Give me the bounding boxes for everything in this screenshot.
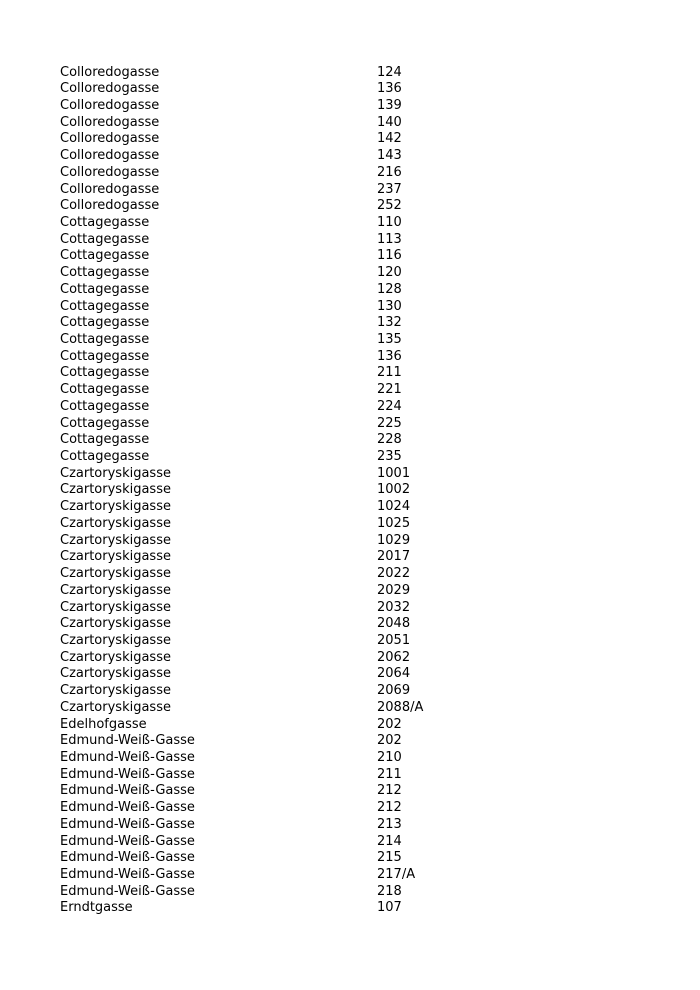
- street-name: Czartoryskigasse: [60, 683, 171, 699]
- street-name: Colloredogasse: [60, 131, 160, 147]
- list-item: [60, 900, 480, 917]
- street-name: Cottagegasse: [60, 348, 150, 364]
- list-item: [60, 783, 480, 800]
- house-number: 1029: [377, 532, 411, 548]
- house-number: 143: [377, 148, 402, 164]
- street-name: Czartoryskigasse: [60, 515, 171, 531]
- list-item: [60, 349, 480, 366]
- list-item: [60, 549, 480, 566]
- street-name: Cottagegasse: [60, 415, 150, 431]
- street-name: Cottagegasse: [60, 214, 150, 230]
- house-number: 217/A: [377, 867, 416, 882]
- list-item: [60, 834, 480, 851]
- street-name: Colloredogasse: [60, 148, 160, 164]
- list-item: [60, 717, 480, 734]
- house-number: 202: [377, 733, 402, 749]
- street-name: Edmund-Weiß-Gasse: [60, 749, 195, 765]
- street-name: Cottagegasse: [60, 449, 150, 465]
- list-item: [60, 482, 480, 499]
- street-name: Edmund-Weiß-Gasse: [60, 833, 195, 849]
- house-number: 202: [377, 716, 402, 732]
- house-number: 2029: [377, 582, 411, 598]
- house-number: 124: [377, 64, 402, 80]
- list-item: [60, 750, 480, 767]
- house-number: 116: [377, 248, 402, 264]
- house-number: 2017: [377, 549, 411, 565]
- street-name: Colloredogasse: [60, 114, 160, 130]
- street-name: Cottagegasse: [60, 265, 150, 281]
- street-name: Cottagegasse: [60, 315, 150, 331]
- house-number: 140: [377, 114, 402, 130]
- house-number: 216: [377, 164, 402, 180]
- list-item: [60, 248, 480, 265]
- street-name: Cottagegasse: [60, 298, 150, 314]
- house-number: 132: [377, 315, 402, 331]
- list-item: [60, 616, 480, 633]
- house-number: 107: [377, 900, 402, 916]
- street-name: Czartoryskigasse: [60, 632, 171, 648]
- house-number: 252: [377, 198, 402, 214]
- house-number: 212: [377, 800, 402, 816]
- house-number: 142: [377, 131, 402, 147]
- house-number: 110: [377, 214, 402, 230]
- list-item: [60, 683, 480, 700]
- list-item: [60, 817, 480, 834]
- list-item: [60, 332, 480, 349]
- list-item: [60, 867, 480, 884]
- street-name: Czartoryskigasse: [60, 566, 171, 582]
- list-item: [60, 800, 480, 817]
- street-name: Edmund-Weiß-Gasse: [60, 766, 195, 782]
- street-name: Cottagegasse: [60, 398, 150, 414]
- street-name: Edmund-Weiß-Gasse: [60, 733, 195, 749]
- list-item: [60, 365, 480, 382]
- street-name: Cottagegasse: [60, 281, 150, 297]
- list-item: [60, 182, 480, 199]
- list-item: [60, 516, 480, 533]
- house-number: 1025: [377, 515, 411, 531]
- street-name: Czartoryskigasse: [60, 649, 171, 665]
- house-number: 2032: [377, 599, 411, 615]
- house-number: 211: [377, 365, 402, 381]
- house-number: 1001: [377, 465, 411, 481]
- street-name: Czartoryskigasse: [60, 599, 171, 615]
- street-name: Edmund-Weiß-Gasse: [60, 850, 195, 866]
- house-number: 128: [377, 281, 402, 297]
- street-name: Cottagegasse: [60, 365, 150, 381]
- street-name: Colloredogasse: [60, 97, 160, 113]
- house-number: 235: [377, 449, 402, 465]
- street-name: Czartoryskigasse: [60, 482, 171, 498]
- list-item: [60, 733, 480, 750]
- house-number: 214: [377, 833, 402, 849]
- list-item: [60, 533, 480, 550]
- list-item: [60, 633, 480, 650]
- street-name: Czartoryskigasse: [60, 549, 171, 565]
- house-number: 2064: [377, 666, 411, 682]
- list-item: [60, 566, 480, 583]
- street-name: Colloredogasse: [60, 181, 160, 197]
- list-item: [60, 98, 480, 115]
- house-number: 1002: [377, 482, 411, 498]
- street-name: Cottagegasse: [60, 231, 150, 247]
- house-number: 130: [377, 298, 402, 314]
- house-number: 213: [377, 816, 402, 832]
- house-number: 211: [377, 766, 402, 782]
- list-item: [60, 449, 480, 466]
- list-item: [60, 165, 480, 182]
- house-number: 210: [377, 749, 402, 765]
- house-number: 135: [377, 332, 402, 347]
- list-item: [60, 282, 480, 299]
- list-item: [60, 399, 480, 416]
- street-name: Cottagegasse: [60, 248, 150, 264]
- street-name: Edmund-Weiß-Gasse: [60, 883, 195, 899]
- house-number: 2022: [377, 566, 411, 582]
- street-name: Colloredogasse: [60, 198, 160, 214]
- house-number: 225: [377, 415, 402, 431]
- list-item: [60, 767, 480, 784]
- house-number: 221: [377, 382, 402, 398]
- house-number: 2088/A: [377, 699, 424, 715]
- house-number: 2069: [377, 683, 411, 699]
- house-number: 1024: [377, 499, 411, 515]
- street-name: Czartoryskigasse: [60, 699, 171, 715]
- house-number: 136: [377, 81, 402, 97]
- list-item: [60, 416, 480, 433]
- list-item: [60, 131, 480, 148]
- list-item: [60, 499, 480, 516]
- address-list: [60, 65, 480, 918]
- house-number: 2051: [377, 632, 411, 648]
- house-number: 2062: [377, 649, 411, 665]
- street-name: Cottagegasse: [60, 382, 150, 398]
- list-item: [60, 148, 480, 165]
- list-item: [60, 650, 480, 667]
- list-item: [60, 265, 480, 282]
- street-name: Colloredogasse: [60, 164, 160, 180]
- street-name: Czartoryskigasse: [60, 465, 171, 481]
- list-item: [60, 466, 480, 483]
- street-name: Czartoryskigasse: [60, 499, 171, 515]
- street-name: Czartoryskigasse: [60, 616, 171, 632]
- street-name: Erndtgasse: [60, 900, 133, 916]
- list-item: [60, 315, 480, 332]
- list-item: [60, 700, 480, 717]
- street-name: Edmund-Weiß-Gasse: [60, 816, 195, 832]
- street-name: Cottagegasse: [60, 432, 150, 448]
- list-item: [60, 65, 480, 82]
- house-number: 2048: [377, 616, 411, 632]
- street-name: Colloredogasse: [60, 81, 160, 97]
- list-item: [60, 600, 480, 617]
- list-item: [60, 299, 480, 316]
- list-item: [60, 850, 480, 867]
- street-name: Czartoryskigasse: [60, 532, 171, 548]
- list-item: [60, 884, 480, 901]
- street-name: Edelhofgasse: [60, 716, 147, 732]
- street-name: Edmund-Weiß-Gasse: [60, 867, 195, 882]
- list-item: [60, 215, 480, 232]
- house-number: 237: [377, 181, 402, 197]
- street-name: Edmund-Weiß-Gasse: [60, 800, 195, 816]
- house-number: 215: [377, 850, 402, 866]
- house-number: 113: [377, 231, 402, 247]
- list-item: [60, 382, 480, 399]
- street-name: Cottagegasse: [60, 332, 150, 347]
- street-name: Colloredogasse: [60, 64, 160, 80]
- list-item: [60, 115, 480, 132]
- street-name: Edmund-Weiß-Gasse: [60, 783, 195, 799]
- list-item: [60, 232, 480, 249]
- street-name: Czartoryskigasse: [60, 582, 171, 598]
- house-number: 228: [377, 432, 402, 448]
- list-item: [60, 666, 480, 683]
- house-number: 120: [377, 265, 402, 281]
- list-item: [60, 198, 480, 215]
- house-number: 136: [377, 348, 402, 364]
- house-number: 139: [377, 97, 402, 113]
- house-number: 212: [377, 783, 402, 799]
- list-item: [60, 432, 480, 449]
- house-number: 224: [377, 398, 402, 414]
- list-item: [60, 81, 480, 98]
- street-name: Czartoryskigasse: [60, 666, 171, 682]
- house-number: 218: [377, 883, 402, 899]
- list-item: [60, 583, 480, 600]
